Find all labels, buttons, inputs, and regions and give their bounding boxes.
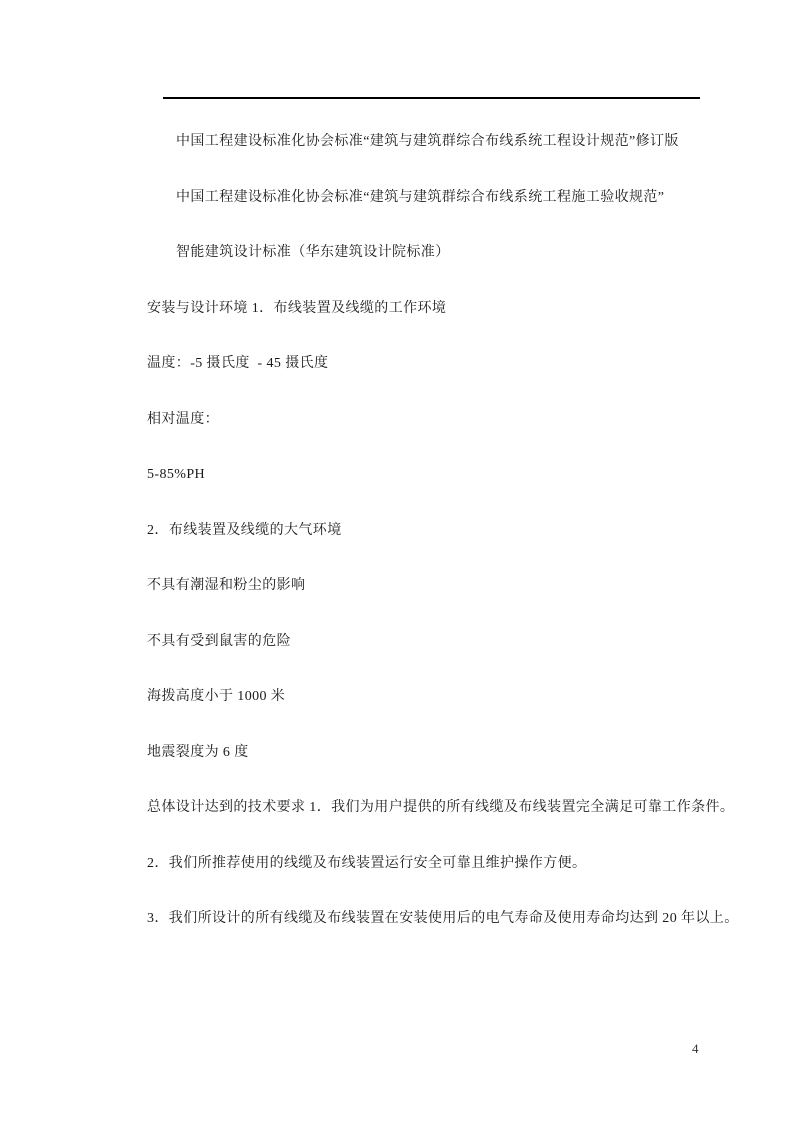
paragraph: 总体设计达到的技术要求 1．我们为用户提供的所有线缆及布线装置完全满足可靠工作条件。 — [147, 800, 735, 815]
page-number: 4 — [692, 1041, 699, 1056]
paragraph: 3．我们所设计的所有线缆及布线装置在安装使用后的电气寿命及使用寿命均达到 20 年以上。 — [147, 911, 739, 926]
paragraph: 温度：-5 摄氏度 - 45 摄氏度 — [147, 356, 329, 371]
document-body — [147, 133, 739, 966]
paragraph: 地震裂度为 6 度 — [147, 744, 249, 760]
paragraph: 2．我们所推荐使用的线缆及布线装置运行安全可靠且维护操作方便。 — [147, 855, 587, 871]
paragraph: 安装与设计环境 1．布线装置及线缆的工作环境 — [147, 300, 447, 316]
paragraph: 2．布线装置及线缆的大气环境 — [147, 522, 342, 538]
paragraph: 5-85%PH — [147, 467, 206, 482]
paragraph: 海拨高度小于 1000 米 — [147, 689, 286, 704]
paragraph: 智能建筑设计标准（华东建筑设计院标准） — [176, 245, 450, 260]
header-rule — [163, 97, 700, 99]
paragraph: 不具有潮湿和粉尘的影响 — [147, 578, 306, 593]
paragraph: 中国工程建设标准化协会标准“建筑与建筑群综合布线系统工程设计规范”修订版 — [176, 134, 679, 149]
paragraph: 不具有受到鼠害的危险 — [147, 633, 291, 649]
paragraph: 相对温度： — [147, 411, 219, 427]
paragraph: 中国工程建设标准化协会标准“建筑与建筑群综合布线系统工程施工验收规范” — [176, 189, 665, 205]
